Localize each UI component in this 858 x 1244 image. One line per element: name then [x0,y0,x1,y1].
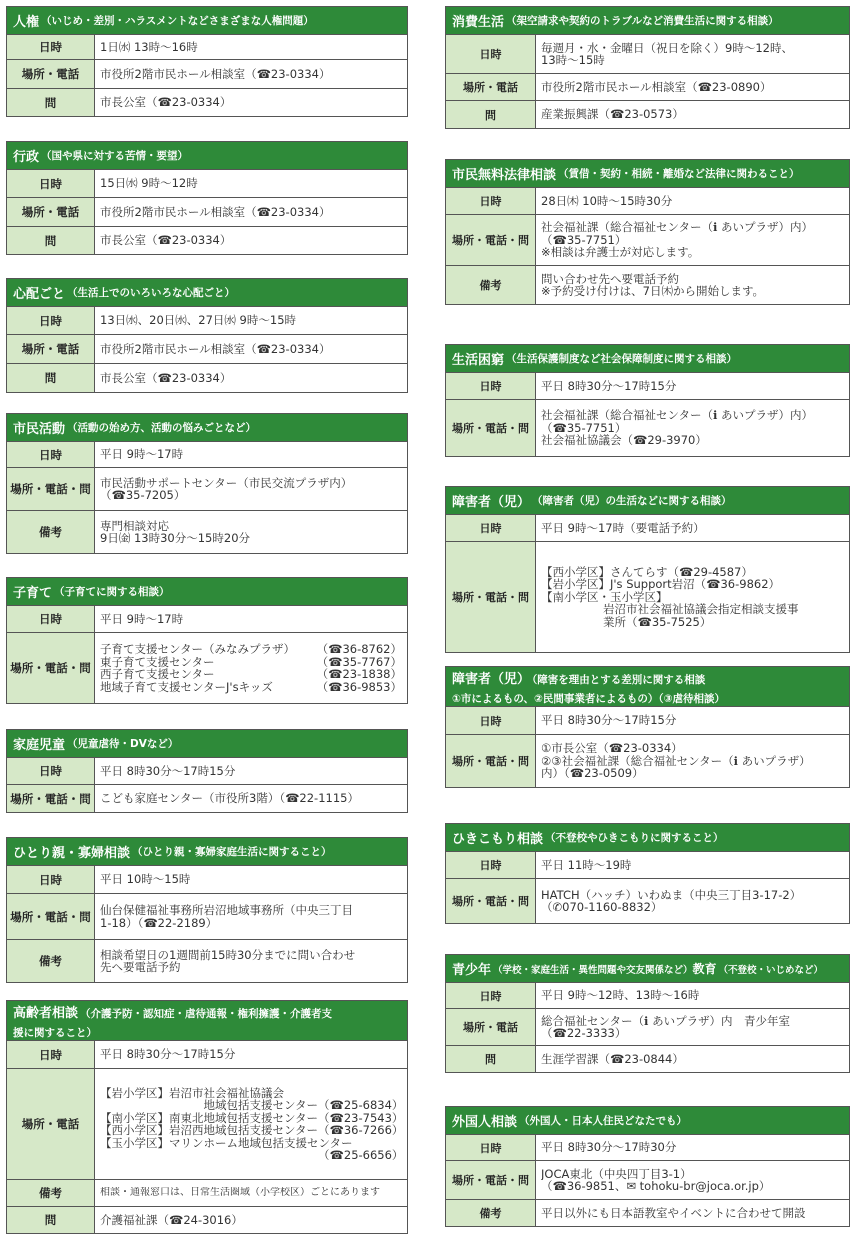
card-header [7,1001,407,1041]
card-subtitle: （ひとり親・寡婦家庭生活に関すること） [132,846,332,858]
value-line: 産業振興課（☎23-0573） [541,108,684,121]
card-title: 障害者（児） [452,495,531,510]
row-label: 場所・電話 [7,1069,95,1179]
card-subtitle: （障害者（児）の生活などに関する相談） [532,495,732,507]
card-title: 市民活動 [13,422,66,437]
row-label: 場所・電話・問 [446,879,536,923]
row-value [536,101,849,128]
row-value [95,335,407,363]
card-header [446,667,849,707]
info-row [446,734,849,787]
contact-line [100,643,402,656]
card-header [7,142,407,170]
card-subtitle: （学校・家庭生活・異性問題や交友関係など） [493,964,693,976]
value-line: 【岩小学区】岩沼市社会福祉協議会 [100,1086,284,1099]
info-row [7,758,407,784]
value-line: 平日 8時30分～17時30分 [541,1141,677,1154]
info-row [446,399,849,456]
card-header [446,487,849,515]
value-line: 内）（☎23-0509） [541,767,644,780]
row-label: 日時 [446,852,536,878]
card-subtitle: （子育てに関する相談） [54,586,170,598]
row-value [95,866,407,893]
value-line: 専門相談対応 [100,519,169,532]
row-label: 場所・電話 [7,60,95,88]
card-subtitle: （外国人・日本人住民どなたでも） [519,1115,688,1127]
info-row [7,510,407,553]
row-label: 場所・電話・問 [446,542,536,652]
consult-card [6,729,408,813]
info-row [7,939,407,982]
row-value [95,227,407,254]
info-row [7,1179,407,1206]
row-value [536,515,849,541]
card-header [446,955,849,983]
consult-card [6,577,408,704]
value-line: 【西小学区】さんてらす（☎29-4587） [541,565,753,579]
card-header [446,1107,849,1135]
card-header-line [452,687,725,706]
row-value [95,511,407,553]
row-value [536,35,849,73]
info-row [7,606,407,632]
contact-line [100,668,402,681]
value-line: 平日 8時30分～17時15分 [100,1048,236,1061]
card-title-2: 教育 [692,962,717,976]
info-row [446,1199,849,1226]
info-row [7,363,407,392]
row-value [536,1046,849,1072]
value-line: 平日以外にも日本語教室やイベントに合わせて開設 [541,1206,806,1220]
row-value [536,735,849,787]
row-value [536,1161,849,1199]
contact-name: 西子育て支援センター [100,667,215,681]
card-header [446,160,849,188]
row-label: 場所・電話・問 [7,894,95,939]
value-line: ※相談は弁護士が対応します。 [541,246,700,259]
value-line: 市長公室（☎23-0334） [100,96,232,109]
info-row [446,878,849,923]
row-label: 日時 [7,758,95,784]
value-line: 28日㈭ 10時～15時30分 [541,194,673,208]
value-line: 市役所2階市民ホール相談室（☎23-0334） [100,342,331,356]
row-label: 場所・電話・問 [446,735,536,787]
card-subtitle: （国や県に対する苦情・要望） [41,150,189,162]
consult-card [6,1000,408,1234]
contact-phone: （☎23-1838） [316,667,402,681]
row-label: 日時 [7,606,95,632]
row-label: 場所・電話 [7,335,95,363]
consult-card [445,344,850,457]
card-header [7,578,407,606]
row-label: 備考 [7,1180,95,1206]
info-row [446,852,849,878]
info-row [7,1041,407,1068]
row-value [536,707,849,734]
consult-card [445,666,850,788]
card-title: 障害者（児） [452,671,531,687]
row-label: 日時 [7,442,95,467]
contact-name: 地域子育て支援センターJ'sキッズ [100,679,273,694]
value-line: 岩沼市社会福祉協議会指定相談支援事 [603,603,799,616]
row-label: 場所・電話・問 [7,468,95,510]
value-line: 13時～15時 [541,54,605,67]
row-value [95,894,407,939]
card-title: ひとり親・寡婦相談 [13,846,131,861]
row-label: 問 [446,101,536,128]
row-label: 日時 [7,35,95,59]
value-line: 平日 9時～17時 [100,448,184,461]
row-label: 場所・電話 [7,198,95,226]
value-line: 市長公室（☎23-0334） [100,371,232,385]
card-subtitle-2: ①市によるもの、②民間事業者によるもの）（③虐待相談） [452,692,725,705]
row-value [95,785,407,812]
contact-phone: （☎36-9853） [316,679,402,694]
value-line: 【玉小学区】マリンホーム地域包括支援センター [100,1136,353,1149]
consult-card [445,954,850,1073]
card-subtitle-2: 援に関すること） [13,1026,97,1039]
card-header [7,7,407,35]
card-title: 心配ごと [13,287,66,302]
consult-card [445,486,850,653]
row-value [536,74,849,100]
row-value [95,758,407,784]
value-line: 市役所2階市民ホール相談室（☎23-0334） [100,67,331,81]
value-line: 【南小学区】南東北地域包括支援センター（☎23-7543） [100,1111,404,1124]
card-title: 家庭児童 [13,738,66,753]
value-line: 業所（☎35-7525） [603,615,712,629]
value-line: 市役所2階市民ホール相談室（☎23-0890） [541,80,772,94]
card-header-line [13,1002,332,1021]
row-value [95,1207,407,1233]
info-row [446,707,849,734]
row-value [536,542,849,652]
row-label: 備考 [7,511,95,553]
row-value [536,266,849,304]
info-row [7,226,407,254]
info-row [7,334,407,363]
info-row [7,467,407,510]
value-line: 平日 9時～17時 [100,612,184,626]
row-value [536,188,849,214]
value-line: （☎35-7751） [541,421,627,435]
value-line: （☎22-3333） [541,1027,627,1040]
info-row [446,515,849,541]
info-row [7,1068,407,1179]
value-line: 仙台保健福祉事務所岩沼地域事務所（中央三丁目 [100,904,353,917]
card-header [7,730,407,758]
card-subtitle: （介護予防・認知症・虐待通報・権利擁護・介護者支 [80,1007,333,1020]
info-row [446,541,849,652]
row-label: 問 [7,89,95,116]
row-label: 備考 [446,1200,536,1226]
value-line: 総合福祉センター（ℹ あいプラザ）内 青少年室 [541,1014,791,1027]
card-header [446,7,849,35]
row-value [95,170,407,197]
value-line: 地域包括支援センター（☎25-6834） [203,1099,404,1112]
card-title: 外国人相談 [452,1115,518,1130]
info-row [446,1045,849,1072]
card-header [7,279,407,307]
value-line: JOCA東北（中央四丁目3-1） [541,1167,692,1180]
card-header [7,414,407,442]
row-value [95,198,407,226]
value-line: 平日 8時30分～17時15分 [541,714,677,727]
row-value [95,89,407,116]
row-label: 問 [7,364,95,392]
value-line: 先へ要電話予約 [100,961,181,974]
info-row [7,784,407,812]
card-title: 子育て [13,586,53,601]
value-line: ①市長公室（☎23-0334） [541,742,683,755]
value-line: ※予約受け付けは、7日㈭から開始します。 [541,285,765,298]
row-label: 日時 [446,515,536,541]
row-value [95,940,407,982]
row-value [536,215,849,265]
info-row [7,632,407,703]
consult-card [6,6,408,117]
row-label: 日時 [7,307,95,334]
row-value [95,1180,407,1206]
info-row [446,73,849,100]
card-title: 生活困窮 [452,353,505,368]
value-line: HATCH（ハッチ）いわぬま（中央三丁目3-17-2） [541,888,802,901]
consult-card [6,141,408,255]
card-header [446,345,849,373]
card-subtitle: （障害を理由とする差別に関する相談 [532,673,706,686]
card-header-line [452,668,705,687]
contact-line [100,681,402,694]
row-label: 場所・電話・問 [7,633,95,703]
card-header-line [13,1021,97,1040]
card-subtitle-3: （不登校・いじめなど） [718,964,824,976]
row-value [95,633,407,703]
row-label: 場所・電話・問 [446,400,536,456]
row-value [536,1009,849,1045]
value-line: 介護福祉課（☎24-3016） [100,1213,243,1227]
info-row [446,1008,849,1045]
card-subtitle: （生活上でのいろいろな心配ごと） [67,287,236,299]
card-title: 行政 [13,150,40,165]
info-row [446,1135,849,1160]
card-title: 人権 [13,15,40,30]
value-line: 相談希望日の1週間前15時30分までに問い合わせ [100,948,356,961]
contact-name: 子育て支援センター（みなみプラザ） [100,642,296,656]
value-line: 社会福祉課（総合福祉センター（ℹ あいプラザ）内） [541,409,814,422]
row-label: 日時 [446,707,536,734]
value-line: （☎35-7205） [100,489,186,502]
row-label: 場所・電話 [446,1009,536,1045]
value-line: 市役所2階市民ホール相談室（☎23-0334） [100,205,331,219]
card-header [446,824,849,852]
consult-card [6,837,408,983]
row-value [536,373,849,399]
card-subtitle: （いじめ・差別・ハラスメントなどさまざまな人権問題） [41,15,314,27]
value-line: 平日 10時～15時 [100,873,191,886]
consult-card [445,6,850,129]
card-subtitle: （児童虐待・DVなど） [67,738,179,750]
info-row [7,35,407,59]
info-row [7,59,407,88]
info-row [7,442,407,467]
value-line: （✆070-1160-8832） [541,901,663,914]
info-row [446,35,849,73]
row-label: 日時 [7,866,95,893]
contact-phone: （☎36-8762） [316,642,402,656]
info-row [446,373,849,399]
card-subtitle: （架空請求や契約のトラブルなど消費生活に関する相談） [506,15,779,27]
info-row [446,265,849,304]
consult-card [445,1106,850,1227]
row-label: 場所・電話・問 [7,785,95,812]
row-label: 問 [446,1046,536,1072]
row-label: 問 [7,227,95,254]
value-line: 市長公室（☎23-0334） [100,234,232,247]
info-row [446,1160,849,1199]
row-value [536,1200,849,1226]
value-line: 平日 9時～17時（要電話予約） [541,521,705,535]
info-row [7,1206,407,1233]
info-row [7,197,407,226]
contact-name: 東子育て支援センター [100,654,215,669]
row-value [536,852,849,878]
row-label: 備考 [7,940,95,982]
consult-card [6,413,408,554]
row-value [536,879,849,923]
value-line: 毎週月・水・金曜日（祝日を除く）9時～12時、 [541,41,793,54]
card-title: 消費生活 [452,15,505,30]
row-value [95,1041,407,1068]
value-line: 平日 8時30分～17時15分 [100,764,236,778]
value-line: 市民活動サポートセンター（市民交流プラザ内） [100,476,353,489]
value-line: 社会福祉協議会（☎29-3970） [541,434,707,447]
row-label: 備考 [446,266,536,304]
consult-card [445,159,850,305]
card-title: 市民無料法律相談 [452,168,557,183]
row-label: 問 [7,1207,95,1233]
row-label: 日時 [446,188,536,214]
card-subtitle: （生活保護制度など社会保障制度に関する相談） [506,353,738,365]
row-value [95,468,407,510]
card-subtitle: （活動の始め方、活動の悩みごとなど） [67,422,257,434]
value-line: 15日㈬ 9時～12時 [100,177,198,190]
value-line: 【西小学区】岩沼西地域包括支援センター（☎36-7266） [100,1124,404,1137]
row-value [536,1135,849,1160]
card-subtitle: （賃借・契約・相続・離婚など法律に関わること） [558,168,800,180]
info-row [7,307,407,334]
row-value [95,606,407,632]
row-label: 日時 [446,35,536,73]
value-line: 【南小学区・玉小学区】 [541,590,668,604]
value-line: こども家庭センター（市役所3階）（☎22-1115） [100,792,359,805]
info-row [7,88,407,116]
info-row [446,188,849,214]
row-value [95,442,407,467]
consult-card [6,278,408,393]
contact-phone: （☎35-7767） [316,654,402,669]
card-title: ひきこもり相談 [452,832,544,847]
row-label: 場所・電話 [446,74,536,100]
row-label: 場所・電話・問 [446,1161,536,1199]
value-line: 1-18）（☎22-2189） [100,916,218,929]
row-value [95,60,407,88]
value-line: 13日㈬、20日㈬、27日㈬ 9時～15時 [100,314,297,327]
info-row [446,983,849,1008]
row-value [536,400,849,456]
value-line: 平日 9時～12時、13時～16時 [541,989,700,1002]
info-row [7,866,407,893]
value-line: 問い合わせ先へ要電話予約 [541,272,679,285]
value-line: 【岩小学区】J's Support岩沼（☎36-9862） [541,578,781,591]
value-line: 社会福祉課（総合福祉センター（ℹ あいプラザ）内） [541,221,814,234]
info-row [7,893,407,939]
value-line: （☎25-6656） [318,1149,404,1162]
value-line: 相談・通報窓口は、日常生活圏域（小学校区）ごとにあります [100,1186,380,1198]
row-value [95,1069,408,1179]
value-line: 平日 11時～19時 [541,858,632,872]
row-value [95,35,407,59]
row-label: 日時 [446,373,536,399]
info-row [7,170,407,197]
row-label: 日時 [446,983,536,1008]
consult-card [445,823,850,924]
row-label: 日時 [446,1135,536,1160]
value-line: ②③社会福祉課（総合福祉センター（ℹ あいプラザ） [541,754,811,768]
row-value [95,307,407,334]
info-row [446,100,849,128]
value-line: 1日㈬ 13時～16時 [100,40,198,54]
value-line: （☎36-9851、✉ tohoku-br@joca.or.jp） [541,1180,771,1193]
row-value [536,983,849,1008]
row-value [95,364,407,392]
value-line: （☎35-7751） [541,233,627,247]
value-line: 9日㈮ 13時30分～15時20分 [100,532,251,545]
value-line: 生涯学習課（☎23-0844） [541,1052,684,1066]
value-line: 平日 8時30分～17時15分 [541,379,677,393]
card-subtitle: （不登校やひきこもりに関すること） [545,832,724,844]
row-label: 日時 [7,170,95,197]
row-label: 日時 [7,1041,95,1068]
card-title: 青少年 [452,963,492,978]
card-header [7,838,407,866]
card-title: 高齢者相談 [13,1005,79,1021]
info-row [446,214,849,265]
row-label: 場所・電話・問 [446,215,536,265]
